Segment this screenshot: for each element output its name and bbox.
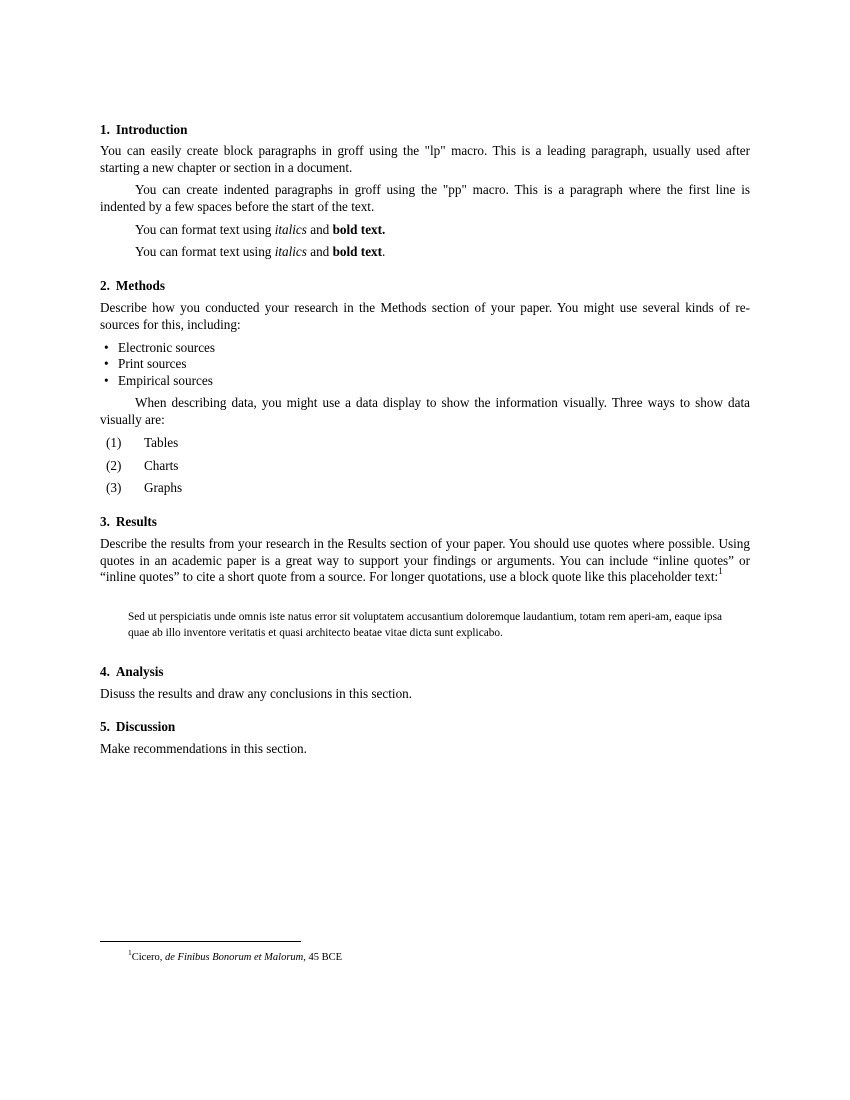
list-item-label: Electronic sources <box>118 340 216 355</box>
section-title: Results <box>115 514 157 529</box>
footnote-reference: 1 <box>718 566 723 577</box>
methods-paragraph: Describe how you conducted your research in the Methods section of your paper. You might use several kinds of re-sources for this, including: <box>100 300 750 332</box>
intro-format-line-2 <box>135 244 385 260</box>
list-item <box>104 373 213 389</box>
list-item-label: Empirical sources <box>118 373 213 388</box>
section-number: 5. <box>100 719 110 734</box>
enumerated-item <box>106 480 182 496</box>
section-number: 4. <box>100 664 110 679</box>
enumerated-item <box>106 435 178 451</box>
list-item <box>104 340 215 356</box>
section-heading-introduction <box>100 122 187 138</box>
bold-text: bold text. <box>332 222 386 237</box>
footnote-date: , 45 BCE <box>303 952 343 963</box>
analysis-paragraph: Disuss the results and draw any conclusions in this section. <box>100 686 413 701</box>
enumerated-label: Graphs <box>144 480 183 495</box>
bullet-icon: • <box>104 373 109 388</box>
footnote-rule <box>100 941 301 942</box>
intro-indented-paragraph: You can create indented paragraphs in groff using the "pp" macro. This is a paragraph where the first line is indented by a few spaces before the start of the text. <box>100 182 750 214</box>
list-item-label: Print sources <box>118 356 187 371</box>
bullet-icon: • <box>104 340 109 355</box>
section-heading-results <box>100 514 157 530</box>
section-title: Introduction <box>115 122 188 137</box>
italic-text: italics <box>274 244 307 259</box>
methods-indented-paragraph: When describing data, you might use a data display to show the information visually. Three ways to show data visually are: <box>100 395 750 427</box>
section-title: Methods <box>115 278 165 293</box>
enumerated-number: (3) <box>106 480 122 495</box>
section-heading-methods <box>100 278 165 294</box>
results-paragraph-text: Describe the results from your research in the Results section of your paper. You should use quotes where possible. Using quotes in an academic paper is a great way to support your findings or arguments. You can include “inline quotes” or “inline quotes” to cite a short quote from a source. For longer quotations, use a block quote like this placeholder text: <box>100 536 750 585</box>
footnote-work-title: de Finibus Bonorum et Malorum <box>165 952 304 963</box>
enumerated-number: (1) <box>106 435 122 450</box>
text-run: You can format text using <box>135 244 275 259</box>
enumerated-item <box>106 458 178 474</box>
enumerated-label: Charts <box>144 458 179 473</box>
footnote-author: Cicero, <box>131 952 165 963</box>
text-run: You can format text using <box>135 222 275 237</box>
section-title: Discussion <box>115 719 176 734</box>
enumerated-label: Tables <box>144 435 179 450</box>
list-item <box>104 356 187 372</box>
footnote <box>128 947 343 965</box>
footnote-mark: 1 <box>128 947 132 957</box>
bold-text: bold text <box>332 244 383 259</box>
discussion-paragraph: Make recommendations in this section. <box>100 741 307 756</box>
section-number: 1. <box>100 122 110 137</box>
text-run: . <box>382 244 386 259</box>
bullet-icon: • <box>104 356 109 371</box>
text-run: and <box>306 222 333 237</box>
section-heading-analysis <box>100 664 164 680</box>
intro-format-line-1 <box>135 222 385 238</box>
block-quote: Sed ut perspiciatis unde omnis iste natus error sit voluptatem accusantium doloremque laudantium, totam rem aperi-am, eaque ipsa quae ab illo inventore veritatis et quasi architecto beatae vitae dicta sunt explicabo. <box>128 611 722 639</box>
section-heading-discussion <box>100 719 175 735</box>
italic-text: italics <box>274 222 307 237</box>
text-run: and <box>306 244 333 259</box>
enumerated-number: (2) <box>106 458 122 473</box>
section-title: Analysis <box>115 664 164 679</box>
section-number: 2. <box>100 278 110 293</box>
section-number: 3. <box>100 514 110 529</box>
results-paragraph <box>100 536 750 586</box>
intro-leading-paragraph: You can easily create block paragraphs in groff using the "lp" macro. This is a leading paragraph, usually used after starting a new chapter or section in a document. <box>100 143 750 175</box>
